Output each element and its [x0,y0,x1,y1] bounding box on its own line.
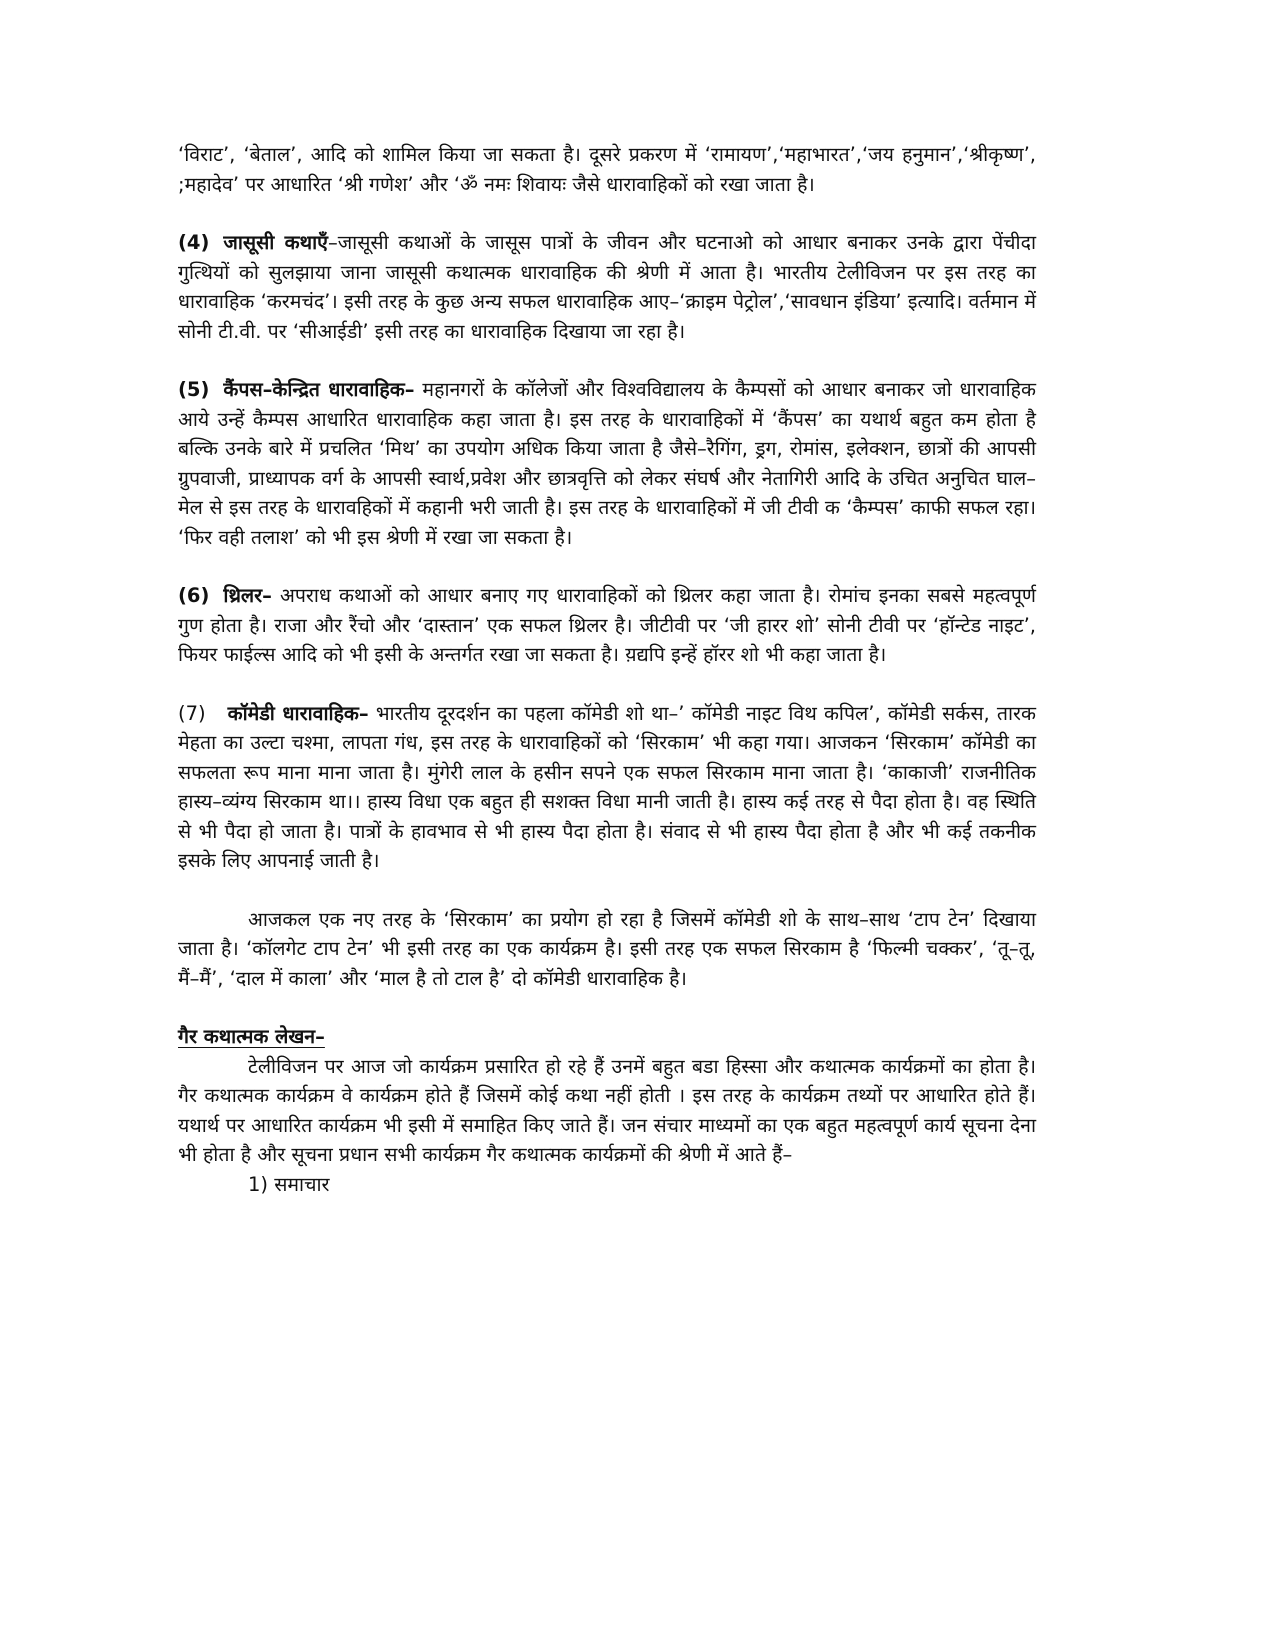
intro-paragraph: ‘विराट’, ‘बेताल’, आदि को शामिल किया जा सकता है। दूसरे प्रकरण में ‘रामायण’,‘महाभारत’,‘जय हनुमान’,‘श्रीकृष्ण’, ;महादेव’ पर आधारित ‘श्री गणेश’ और ‘ॐ नमः शिवायः जैसे धारावाहिकों को रखा जाता है। [178,143,1036,196]
section-body: अपराध कथाओं को आधार बनाए गए धारावाहिकों को थ्रिलर कहा जाता है। रोमांच इनका सबसे महत्वपूर्ण गुण होता है। राजा और रैंचो और ‘दास्तान’ एक सफल थ्रिलर है। जीटीवी पर ‘जी हारर शो’ सोनी टीवी पर ‘हॉन्टेड नाइट’, फियर फाईल्स आदि को भी इसी के अन्तर्गत रखा जा सकता है। य़द्यपि इन्हें हॉरर शो भी कहा जाता है। [178,584,1036,666]
section-heading: जासूसी कथाएँ [223,231,328,254]
section-body: –जासूसी कथाओं के जासूस पात्रों के जीवन और घटनाओ को आधार बनाकर उनके द्वारा पेंचीदा गुत्थियों को सुलझाया जाना जासूसी कथात्मक धारावाहिक की श्रेणी में आता है। भारतीय टेलीविजन पर इस तरह का धारावाहिक ‘करमचंद’। इसी तरह के कुछ अन्य सफल धारावाहिक आए–‘क्राइम पेट्रोल’,‘सावधान इंडिया’ इत्यादि। वर्तमान में सोनी टी.वी. पर ‘सीआईडी’ इसी तरह का धारावाहिक दिखाया जा रहा है। [178,231,1036,343]
section-body: महानगरों के कॉलेजों और विश्वविद्यालय के कैम्पसों को आधार बनाकर जो धारावाहिक आये उन्हें कैम्पस आधारित धारावाहिक कहा जाता है। इस तरह के धारावाहिकों में ‘कैंपस’ का यथार्थ बहुत कम होता है बल्कि उनके बारे में प्रचलित ‘मिथ’ का उपयोग अधिक किया जाता है जैसे–रैगिंग, ड्रग, रोमांस, इलेक्शन, छात्रों की आपसी ग्रुपवाजी, प्राध्यापक वर्ग के आपसी स्वार्थ,प्रवेश और छात्रवृत्ति को लेकर संघर्ष और नेतागिरी आदि के उचित अनुचित घाल–मेल से इस तरह के धारावहिकों में कहानी भरी जाती है। इस तरह के धारावाहिकों में जी टीवी क ‘कैम्पस’ काफी सफल रहा। ‘फिर वही तलाश’ को भी इस श्रेणी में रखा जा सकता है। [178,378,1037,549]
document-page [178,140,1036,1199]
section-thriller [178,581,1036,670]
nonfiction-paragraph: टेलीविजन पर आज जो कार्यक्रम प्रसारित हो रहे हैं उनमें बहुत बडा हिस्सा और कथात्मक कार्यक्रमों का होता है। गैर कथात्मक कार्यक्रम वे कार्यक्रम होते हैं जिसमें कोई कथा नहीं होती । इस तरह के कार्यक्रम तथ्यों पर आधारित होते हैं। यथार्थ पर आधारित कार्यक्रम भी इसी में समाहित किए जाते हैं। जन संचार माध्यमों का एक बहुत महत्वपूर्ण कार्य सूचना देना भी होता है और सूचना प्रधान सभी कार्यक्रम गैर कथात्मक कार्यक्रमों की श्रेणी में आते हैं– [178,1054,1036,1166]
section-heading: कॉमेडी धारावाहिक– [227,701,369,725]
section-number: (5) [178,378,210,401]
section-number: (7) [178,701,206,725]
subheading: गैर कथात्मक लेखन– [178,1025,325,1048]
list-item-news: 1) समाचार [248,1172,330,1196]
section-heading: थ्रिलर– [223,584,272,607]
section-number: (4) [178,231,210,254]
section-campus-serials [178,375,1036,552]
sitcom-paragraph: आजकल एक नए तरह के ‘सिरकाम’ का प्रयोग हो रहा है जिसमें कॉमेडी शो के साथ–साथ ‘टाप टेन’ दिखाया जाता है। ‘कॉलगेट टाप टेन’ भी इसी तरह का एक कार्यक्रम है। इसी तरह एक सफल सिरकाम है ‘फिल्मी चक्कर’, ‘तू–तू, मैं–मैं’, ‘दाल में काला’ और ‘माल है तो टाल है’ दो कॉमेडी धारावाहिक है। [178,907,1036,990]
nonfiction-heading [178,1022,1036,1052]
section-detective-stories [178,228,1036,346]
section-number: (6) [178,584,210,607]
section-comedy-serials [178,699,1036,876]
section-body: भारतीय दूरदर्शन का पहला कॉमेडी शो था–’ कॉमेडी नाइट विथ कपिल’, कॉमेडी सर्कस, तारक मेहता का उल्टा चश्मा, लापता गंध, इस तरह के धारावाहिकों को ‘सिरकाम’ भी कहा गया। आजकन ‘सिरकाम’ कॉमेडी का सफलता रूप माना माना जाता है। मुंगेरी लाल के हसीन सपने एक सफल सिरकाम माना जाता है। ‘काकाजी’ राजनीतिक हास्य–व्यंग्य सिरकाम था।। हास्य विधा एक बहुत ही सशक्त विधा मानी जाती है। हास्य कई तरह से पैदा होता है। वह स्थिति से भी पैदा हो जाता है। पात्रों के हावभाव से भी हास्य पैदा होता है। संवाद से भी हास्य पैदा होता है और भी कई तकनीक इसके लिए आपनाई जाती है। [178,701,1036,872]
section-heading: कैंपस–केन्द्रित धारावाहिक– [223,378,415,401]
